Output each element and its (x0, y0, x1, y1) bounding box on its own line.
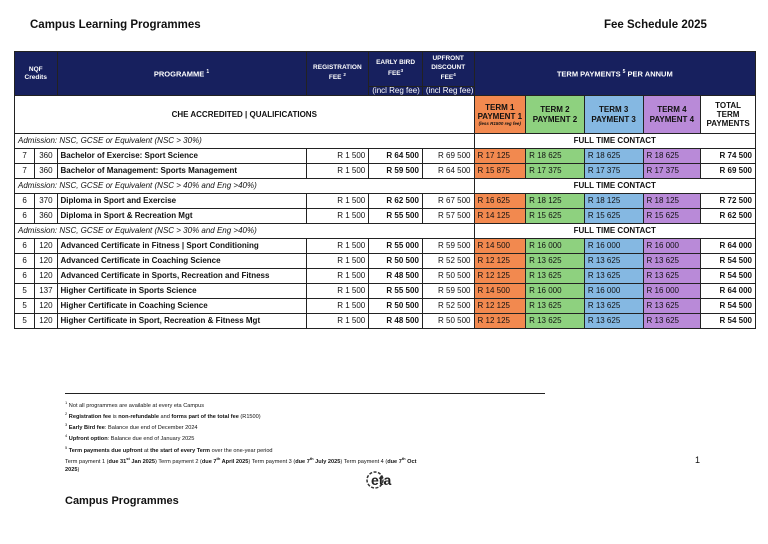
early-bird-header: EARLY BIRD FEE$^3$ (369, 52, 423, 87)
footnote-1: $^1$ Not all programmes are available at every eta Campus (65, 400, 205, 409)
total-term-payments: R 64 000 (701, 284, 756, 299)
table-row (15, 239, 756, 254)
term1-payment: R 16 625 (474, 194, 526, 209)
term4-payment: R 16 000 (643, 239, 701, 254)
nqf-level: 5 (15, 284, 35, 299)
footnote-3: $^3$ Early Bird fee: Balance due end of December 2024 (65, 422, 198, 432)
credits: 137 (35, 284, 57, 299)
eta-logo (366, 468, 406, 492)
registration-fee: R 1 500 (306, 314, 369, 329)
registration-fee: R 1 500 (306, 299, 369, 314)
table-row (15, 164, 756, 179)
upfront-fee: R 59 500 (422, 284, 474, 299)
nqf-level: 6 (15, 254, 35, 269)
footer-title: Campus Programmes (65, 495, 179, 507)
term-payment-dates-cont: 2025) (65, 466, 80, 473)
programme-name: Bachelor of Management: Sports Management (57, 164, 306, 179)
admission-requirement: Admission: NSC, GCSE or Equivalent (NSC > 30% and Eng >40%) (15, 224, 475, 239)
page-number: 1 (695, 455, 701, 465)
table-row (15, 254, 756, 269)
term2-payment: R 16 000 (526, 284, 585, 299)
term2-payment: R 17 375 (526, 164, 585, 179)
upfront-fee: R 67 500 (422, 194, 474, 209)
term2-payment: R 13 625 (526, 254, 585, 269)
document-title: Campus Learning Programmes (30, 19, 201, 31)
term4-payment: R 13 625 (643, 269, 701, 284)
nqf-credits-header: NQF Credits (15, 52, 58, 96)
credits: 120 (35, 269, 57, 284)
nqf-level: 6 (15, 239, 35, 254)
upfront-fee: R 52 500 (422, 299, 474, 314)
upfront-fee: R 69 500 (422, 149, 474, 164)
total-term-payments: R 72 500 (701, 194, 756, 209)
total-term-payments: R 64 000 (701, 239, 756, 254)
term1-payment: R 17 125 (474, 149, 526, 164)
footnote-2: $^2$ Registration fee is non-refundable and forms part of the total fee (R1500) (65, 411, 261, 421)
programme-header: PROGRAMME $^1$ (57, 52, 306, 96)
early-bird-fee: R 55 500 (369, 284, 423, 299)
term3-payment: R 18 125 (584, 194, 643, 209)
total-term-payments: R 54 500 (701, 314, 756, 329)
registration-fee: R 1 500 (306, 149, 369, 164)
early-bird-fee: R 48 500 (369, 269, 423, 284)
credits: 360 (35, 209, 57, 224)
registration-fee: R 1 500 (306, 269, 369, 284)
term4-payment: R 18 625 (643, 149, 701, 164)
contact-mode: FULL TIME CONTACT (474, 179, 756, 194)
term1-payment: R 12 125 (474, 299, 526, 314)
credits: 360 (35, 149, 57, 164)
early-bird-fee: R 62 500 (369, 194, 423, 209)
registration-fee-header: REGISTRATION FEE $^2$ (306, 52, 369, 96)
term1-payment: R 12 125 (474, 269, 526, 284)
term4-payment: R 13 625 (643, 314, 701, 329)
nqf-level: 5 (15, 314, 35, 329)
term2-payment: R 13 625 (526, 314, 585, 329)
early-bird-fee: R 64 500 (369, 149, 423, 164)
upfront-fee: R 50 500 (422, 314, 474, 329)
nqf-level: 7 (15, 164, 35, 179)
total-term-payments: R 62 500 (701, 209, 756, 224)
term1-payment: R 14 500 (474, 284, 526, 299)
table-row (15, 269, 756, 284)
term4-payment: R 13 625 (643, 254, 701, 269)
table-row (15, 209, 756, 224)
programme-name: Higher Certificate in Coaching Science (57, 299, 306, 314)
nqf-level: 5 (15, 299, 35, 314)
early-bird-fee: R 50 500 (369, 254, 423, 269)
credits: 120 (35, 314, 57, 329)
table-row (15, 194, 756, 209)
registration-fee: R 1 500 (306, 239, 369, 254)
programme-name: Advanced Certificate in Coaching Science (57, 254, 306, 269)
term1-payment: R 14 125 (474, 209, 526, 224)
nqf-level: 7 (15, 149, 35, 164)
fee-schedule-table (14, 51, 756, 329)
early-bird-incl-note: (incl Reg fee) (369, 87, 423, 96)
term2-payment: R 13 625 (526, 299, 585, 314)
term1-payment: R 12 125 (474, 314, 526, 329)
programme-name: Diploma in Sport & Recreation Mgt (57, 209, 306, 224)
term3-payment: R 13 625 (584, 299, 643, 314)
schedule-title: Fee Schedule 2025 (604, 19, 707, 31)
footnote-4: $^4$ Upfront option: Balance due end of January 2025 (65, 433, 195, 443)
term3-payment: R 15 625 (584, 209, 643, 224)
term3-payment: R 16 000 (584, 284, 643, 299)
term-payments-header: TERM PAYMENTS $^5$ PER ANNUM (474, 52, 756, 96)
term1-payment: R 14 500 (474, 239, 526, 254)
total-term-payments: R 54 500 (701, 299, 756, 314)
programme-name: Higher Certificate in Sports Science (57, 284, 306, 299)
contact-mode: FULL TIME CONTACT (474, 134, 756, 149)
table-row (15, 299, 756, 314)
programme-name: Diploma in Sport and Exercise (57, 194, 306, 209)
term3-header: TERM 3 PAYMENT 3 (584, 96, 643, 134)
admission-requirement: Admission: NSC, GCSE or Equivalent (NSC > 40% and Eng >40%) (15, 179, 475, 194)
term4-payment: R 16 000 (643, 284, 701, 299)
term1-payment: R 12 125 (474, 254, 526, 269)
term2-payment: R 15 625 (526, 209, 585, 224)
term4-header: TERM 4 PAYMENT 4 (643, 96, 701, 134)
term-payment-dates: Term payment 1 (due 31st Jan 2025) Term payment 2 (due 7th April 2025) Term payment 3 (due 7th July 2025) Term payment 4 (due 7th Oct (65, 455, 417, 465)
term3-payment: R 13 625 (584, 269, 643, 284)
term2-payment: R 18 625 (526, 149, 585, 164)
footnote-5: $^5$ Term payments due upfront at the start of every Term over the one-year period (65, 444, 273, 454)
svg-text:eta: eta (371, 472, 392, 488)
table-row (15, 284, 756, 299)
term2-header: TERM 2 PAYMENT 2 (526, 96, 585, 134)
upfront-fee: R 59 500 (422, 239, 474, 254)
term1-payment: R 15 875 (474, 164, 526, 179)
credits: 120 (35, 299, 57, 314)
registration-fee: R 1 500 (306, 284, 369, 299)
nqf-level: 6 (15, 194, 35, 209)
early-bird-fee: R 59 500 (369, 164, 423, 179)
admission-row (15, 134, 756, 149)
term4-payment: R 15 625 (643, 209, 701, 224)
upfront-incl-note: (incl Reg fee) (422, 87, 474, 96)
contact-mode: FULL TIME CONTACT (474, 224, 756, 239)
admission-requirement: Admission: NSC, GCSE or Equivalent (NSC > 30%) (15, 134, 475, 149)
nqf-level: 6 (15, 269, 35, 284)
credits: 360 (35, 164, 57, 179)
term4-payment: R 18 125 (643, 194, 701, 209)
term4-payment: R 13 625 (643, 299, 701, 314)
registration-fee: R 1 500 (306, 164, 369, 179)
term3-payment: R 16 000 (584, 239, 643, 254)
term3-payment: R 17 375 (584, 164, 643, 179)
upfront-fee: R 50 500 (422, 269, 474, 284)
term3-payment: R 18 625 (584, 149, 643, 164)
registration-fee: R 1 500 (306, 194, 369, 209)
total-term-payments: R 54 500 (701, 269, 756, 284)
term4-payment: R 17 375 (643, 164, 701, 179)
programme-name: Advanced Certificate in Fitness | Sport Conditioning (57, 239, 306, 254)
nqf-level: 6 (15, 209, 35, 224)
term3-payment: R 13 625 (584, 314, 643, 329)
credits: 370 (35, 194, 57, 209)
total-term-payments: R 54 500 (701, 254, 756, 269)
total-term-payments: R 69 500 (701, 164, 756, 179)
footnotes (65, 393, 545, 474)
admission-row (15, 179, 756, 194)
upfront-discount-header: UPFRONT DISCOUNT FEE$^4$ (422, 52, 474, 87)
total-header: TOTAL TERM PAYMENTS (701, 96, 756, 134)
upfront-fee: R 64 500 (422, 164, 474, 179)
upfront-fee: R 52 500 (422, 254, 474, 269)
credits: 120 (35, 239, 57, 254)
term2-payment: R 18 125 (526, 194, 585, 209)
registration-fee: R 1 500 (306, 254, 369, 269)
programme-name: Bachelor of Exercise: Sport Science (57, 149, 306, 164)
programme-name: Higher Certificate in Sport, Recreation & Fitness Mgt (57, 314, 306, 329)
early-bird-fee: R 55 000 (369, 239, 423, 254)
qualifications-heading: CHE ACCREDITED | QUALIFICATIONS (15, 96, 475, 134)
table-row (15, 149, 756, 164)
upfront-fee: R 57 500 (422, 209, 474, 224)
term2-payment: R 16 000 (526, 239, 585, 254)
table-row (15, 314, 756, 329)
early-bird-fee: R 55 500 (369, 209, 423, 224)
programme-name: Advanced Certificate in Sports, Recreation and Fitness (57, 269, 306, 284)
early-bird-fee: R 48 500 (369, 314, 423, 329)
early-bird-fee: R 50 500 (369, 299, 423, 314)
term3-payment: R 13 625 (584, 254, 643, 269)
total-term-payments: R 74 500 (701, 149, 756, 164)
term1-header: TERM 1 PAYMENT 1 (less R1500 reg fee) (474, 96, 526, 134)
admission-row (15, 224, 756, 239)
term2-payment: R 13 625 (526, 269, 585, 284)
credits: 120 (35, 254, 57, 269)
registration-fee: R 1 500 (306, 209, 369, 224)
